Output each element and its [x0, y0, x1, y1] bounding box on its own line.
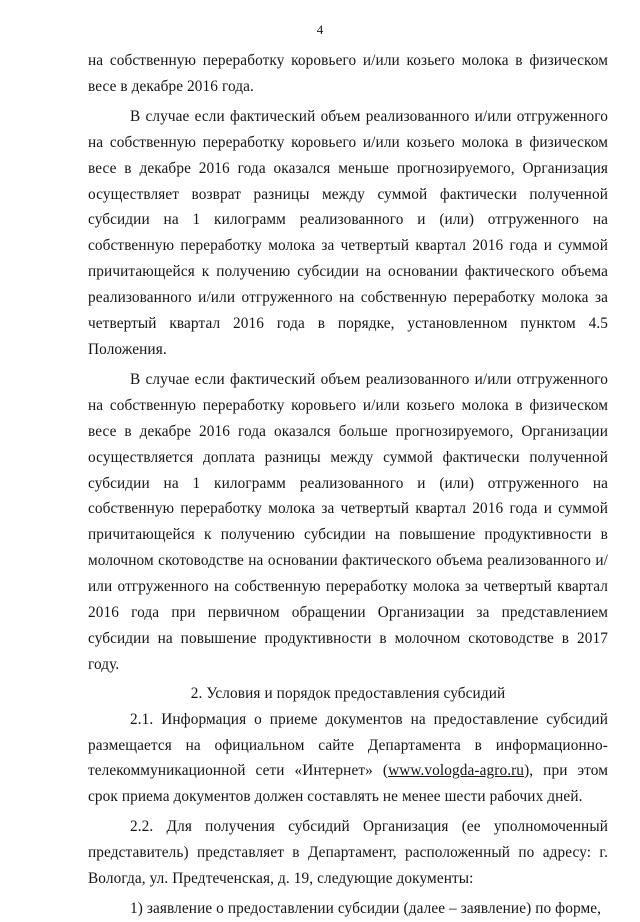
paragraph-2-1-text-start: 2.1. Информация о приеме документов на предоставление субсидий размещается на официальном сайте Департамента в информационно-телекоммуникационной сети «Интернет» (: [88, 710, 608, 780]
section-heading: 2. Условия и порядок предоставления субсидий: [190, 684, 506, 702]
list-item-1: 1) заявление о предоставлении субсидии (далее – заявление) по форме,: [130, 900, 602, 917]
paragraph-continuation: на собственную переработку коровьего и/или козьего молока в физическом весе в декабре 2016 года.: [88, 52, 608, 95]
paragraph-2-1-text-end: ), при этом срок приема документов должен составлять не менее шести рабочих дней.: [88, 762, 608, 806]
document-body: [88, 48, 608, 922]
page-number: 4: [316, 22, 324, 37]
paragraph-shortfall-refund: В случае если фактический объем реализованного и/или отгруженного на собственную переработку коровьего и/или козьего молока в физическом весе в декабре 2016 года оказался меньше прогнозируемого, Организация осуществляет возврат разницы между суммой фактически полученной субсидии на 1 килограмм реализованного и (или) отгруженного на собственную переработку молока за четвертый квартал 2016 года и суммой причитающейся к получению субсидии на основании фактического объема реализованного и/или отгруженного на собственную переработку молока за четвертый квартал 2016 года в порядке, установленном пунктом 4.5 Положения.: [88, 107, 608, 358]
paragraph-excess-surcharge: В случае если фактический объем реализованного и/или отгруженного на собственную переработку коровьего и/или козьего молока в физическом весе в декабре 2016 года оказался больше прогнозируемого, Организации осуществляется доплата разницы между суммой фактически полученной субсидии на 1 килограмм реализованного и (или) отгруженного на собственную переработку молока за четвертый квартал 2016 года и суммой причитающейся к получению субсидии на повышение продуктивности в молочном скотоводстве на основании фактического объема реализованного и/или отгруженного на собственную переработку молока за четвертый квартал 2016 года при первичном обращении Организации за представлением субсидии на повышение продуктивности в молочном скотоводстве в 2017 году.: [88, 370, 608, 673]
website-link[interactable]: www.vologda-agro.ru: [388, 762, 525, 780]
paragraph-2-2: 2.2. Для получения субсидий Организация (ее уполномоченный представитель) представляет в Департамент, расположенный по адресу: г. Вологда, ул. Предтеченская, д. 19, следующие документы:: [88, 818, 608, 888]
paragraph-2-1: [88, 707, 608, 811]
